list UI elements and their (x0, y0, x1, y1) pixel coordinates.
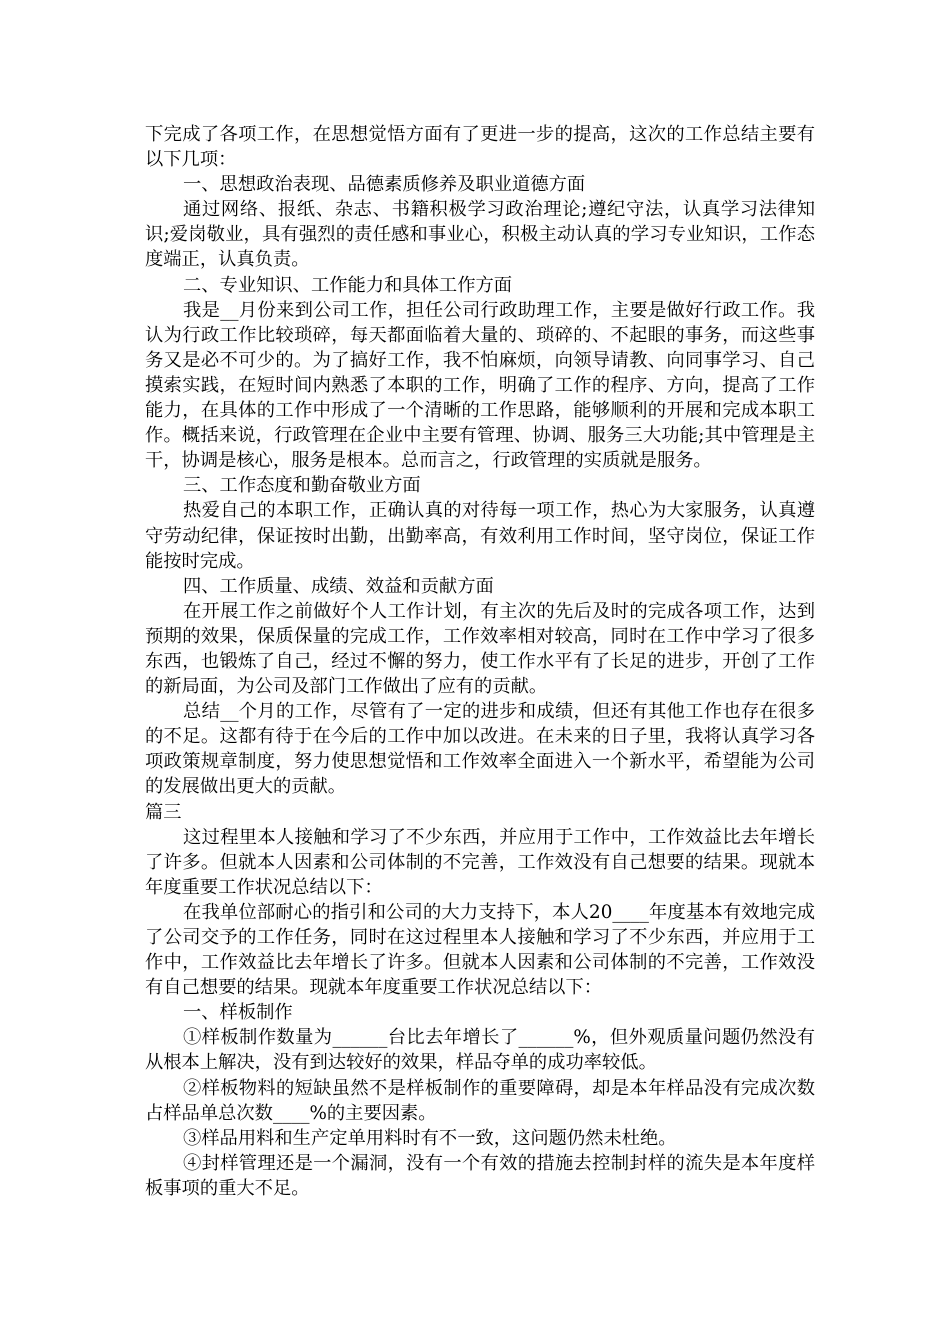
part-label: 篇三 (145, 801, 182, 823)
section-heading: 四、工作质量、成绩、效益和贡献方面 (183, 575, 494, 597)
section-heading: 一、样板制作 (183, 1002, 293, 1024)
paragraph: 在开展工作之前做好个人工作计划，有主次的先后及时的完成各项工作，达到预期的效果，保质保量的完成工作，工作效率相对较高，同时在工作中学习了很多东西，也锻炼了自己，经过不懈的努力，使工作水平有了长足的进步，开创了工作的新局面，为公司及部门工作做出了应有的贡献。 (145, 600, 815, 698)
list-item: ①样板制作数量为______台比去年增长了______%，但外观质量问题仍然没有从根本上解决，没有到达较好的效果，样品夺单的成功率较低。 (145, 1027, 815, 1074)
document-body (145, 122, 815, 1201)
list-item: ③样品用料和生产定单用料时有不一致，这问题仍然未杜绝。 (183, 1127, 677, 1149)
paragraph: 热爱自己的本职工作，正确认真的对待每一项工作，热心为大家服务，认真遵守劳动纪律，保证按时出勤，出勤率高，有效利用工作时间，坚守岗位，保证工作能按时完成。 (145, 500, 815, 572)
section-heading: 一、思想政治表现、品德素质修养及职业道德方面 (183, 174, 586, 196)
list-item: ④封样管理还是一个漏洞，没有一个有效的措施去控制封样的流失是本年度样板事项的重大不足。 (145, 1152, 815, 1199)
paragraph: 通过网络、报纸、杂志、书籍积极学习政治理论;遵纪守法，认真学习法律知识;爱岗敬业，具有强烈的责任感和事业心，积极主动认真的学习专业知识，工作态度端正，认真负责。 (145, 199, 815, 271)
section-heading: 三、工作态度和勤奋敬业方面 (183, 475, 421, 497)
list-item: ②样板物料的短缺虽然不是样板制作的重要障碍，却是本年样品没有完成次数占样品单总次数____%的主要因素。 (145, 1077, 815, 1124)
section-heading: 二、专业知识、工作能力和具体工作方面 (183, 274, 513, 296)
paragraph: 我是__月份来到公司工作，担任公司行政助理工作，主要是做好行政工作。我认为行政工作比较琐碎，每天都面临着大量的、琐碎的、不起眼的事务，而这些事务又是必不可少的。为了搞好工作，我不怕麻烦，向领导请教、向同事学习、自己摸索实践，在短时间内熟悉了本职的工作，明确了工作的程序、方向，提高了工作能力，在具体的工作中形成了一个清晰的工作思路，能够顺利的开展和完成本职工作。概括来说，行政管理在企业中主要有管理、协调、服务三大功能;其中管理是主干，协调是核心，服务是根本。总而言之，行政管理的实质就是服务。 (145, 299, 815, 472)
paragraph: 总结__个月的工作，尽管有了一定的进步和成绩，但还有其他工作也存在很多的不足。这都有待于在今后的工作中加以改进。在未来的日子里，我将认真学习各项政策规章制度，努力使思想觉悟和工作效率全面进入一个新水平，希望能为公司的发展做出更大的贡献。 (145, 701, 815, 798)
paragraph: 下完成了各项工作，在思想觉悟方面有了更进一步的提高，这次的工作总结主要有以下几项： (145, 124, 815, 171)
paragraph: 在我单位部耐心的指引和公司的大力支持下，本人20____年度基本有效地完成了公司交予的工作任务，同时在这过程里本人接触和学习了不少东西，并应用于工作中，工作效益比去年增长了许多。但就本人因素和公司体制的不完善，工作效没有自己想要的结果。现就本年度重要工作状况总结以下： (145, 901, 815, 999)
paragraph: 这过程里本人接触和学习了不少东西，并应用于工作中，工作效益比去年增长了许多。但就本人因素和公司体制的不完善，工作效没有自己想要的结果。现就本年度重要工作状况总结以下： (145, 826, 815, 898)
